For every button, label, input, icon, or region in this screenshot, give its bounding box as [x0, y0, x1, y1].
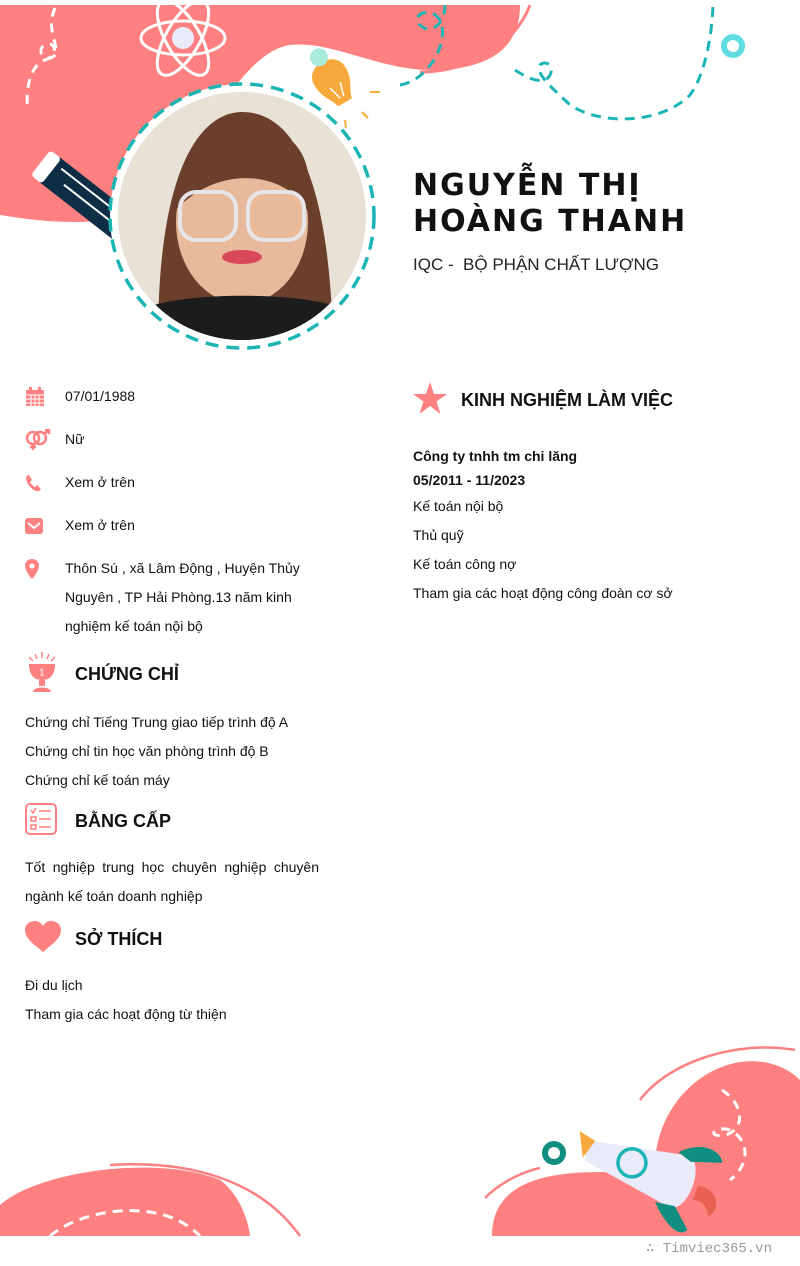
contact-row-address: [25, 557, 325, 641]
certificates-section: [25, 652, 319, 795]
location-pin-icon: [25, 557, 65, 581]
hobby-item: Đi du lịch: [25, 977, 83, 993]
contact-row-gender: [25, 428, 325, 454]
watermark: ∴ Timviec365.vn: [645, 1241, 772, 1257]
hobbies-section: [25, 917, 319, 1029]
hobbies-title: SỞ THÍCH: [75, 928, 163, 949]
hobby-item: Tham gia các hoạt động từ thiện: [25, 1006, 227, 1022]
experience-header: [413, 378, 783, 422]
profile-photo: [118, 92, 366, 340]
avatar: [118, 92, 366, 340]
contact-row-email: [25, 514, 325, 540]
certificates-header: [25, 652, 319, 696]
ring-icon: [724, 37, 742, 55]
degrees-section: [25, 799, 319, 911]
checklist-icon: [25, 803, 75, 840]
certificate-item: Chứng chỉ tin học văn phòng trình độ B: [25, 743, 269, 759]
contact-row-birthdate: [25, 385, 325, 411]
experience-section: [413, 378, 783, 608]
trophy-icon: [25, 650, 75, 699]
degree-text: Tốt nghiệp trung học chuyên nghiệp chuyên ngành kế toán doanh nghiệp: [25, 859, 319, 904]
contact-info: [25, 385, 325, 658]
contact-row-phone: [25, 471, 325, 497]
job-duty: Thủ quỹ: [413, 527, 464, 543]
degrees-header: [25, 799, 319, 843]
svg-text:1: 1: [38, 667, 46, 679]
star-icon: [413, 382, 461, 419]
gender-value: Nữ: [65, 431, 85, 447]
phone-icon: [25, 471, 65, 495]
avatar-frame: [108, 82, 376, 350]
gender-icon: [25, 428, 65, 452]
experience-title: KINH NGHIỆM LÀM VIỆC: [461, 389, 674, 410]
phone-value: Xem ở trên: [65, 474, 135, 490]
company-name: Công ty tnhh tm chi lăng: [413, 448, 578, 464]
job-duty: Tham gia các hoạt động công đoàn cơ sở: [413, 585, 673, 601]
certificate-item: Chứng chỉ Tiếng Trung giao tiếp trình độ A: [25, 714, 289, 730]
degrees-title: BẰNG CẤP: [75, 810, 172, 831]
calendar-icon: [25, 385, 65, 409]
job-duty: Kế toán nội bộ: [413, 498, 504, 514]
email-icon: [25, 514, 65, 538]
candidate-name: NGUYỄN THỊ HOÀNG THANH: [413, 168, 688, 239]
job-duty: Kế toán công nợ: [413, 556, 517, 572]
job-title: IQC - BỘ PHẬN CHẤT LƯỢNG: [413, 255, 660, 274]
ring-icon: [545, 1144, 563, 1162]
address-value: Thôn Sú , xã Lâm Động , Huyện Thủy Nguyên , TP Hải Phòng.13 năm kinh nghiệm kế toán nội bộ: [65, 560, 300, 634]
job-period: 05/2011 - 11/2023: [413, 472, 526, 488]
left-column-sections: [25, 652, 319, 1029]
job-entry: [413, 444, 783, 608]
certificate-item: Chứng chỉ kế toán máy: [25, 772, 170, 788]
hobbies-header: [25, 917, 319, 961]
heart-icon: [25, 921, 75, 958]
email-value: Xem ở trên: [65, 517, 135, 533]
certificates-title: CHỨNG CHỈ: [75, 663, 179, 684]
birthdate-value: 07/01/1988: [65, 388, 136, 404]
